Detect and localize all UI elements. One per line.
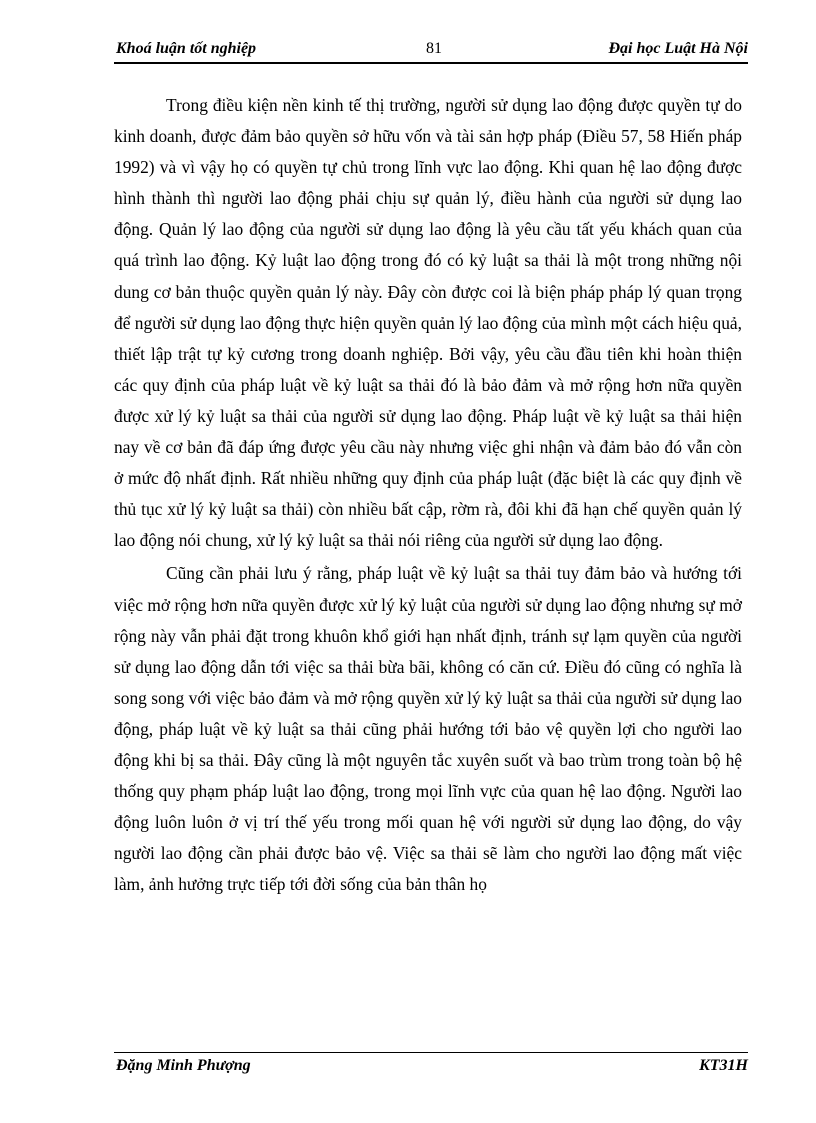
page-header: [114, 38, 748, 64]
page-footer: [114, 1052, 748, 1074]
paragraph-1: Trong điều kiện nền kinh tế thị trường, người sử dụng lao động được quyền tự do kinh doanh, được đảm bảo quyền sở hữu vốn và tài sản hợp pháp (Điều 57, 58 Hiến pháp 1992) và vì vậy họ có quyền tự chủ trong lĩnh vực lao động. Khi quan hệ lao động được hình thành thì người lao động phải chịu sự quản lý, điều hành của người sử dụng lao động. Quản lý lao động của người sử dụng lao động là yêu cầu tất yếu khách quan của quá trình lao động. Kỷ luật lao động trong đó có kỷ luật sa thải là một trong những nội dung cơ bản thuộc quyền quản lý này. Đây còn được coi là biện pháp pháp lý quan trọng để người sử dụng lao động thực hiện quyền quản lý lao động của mình một cách hiệu quả, thiết lập trật tự kỷ cương trong doanh nghiệp. Bởi vậy, yêu cầu đầu tiên khi hoàn thiện các quy định của pháp luật về kỷ luật sa thải đó là bảo đảm và mở rộng hơn nữa quyền được xử lý kỷ luật sa thải của người sử dụng lao động. Pháp luật về kỷ luật sa thải hiện nay về cơ bản đã đáp ứng được yêu cầu này nhưng việc ghi nhận và đảm bảo đó vẫn còn ở mức độ nhất định. Rất nhiều những quy định của pháp luật (đặc biệt là các quy định về thủ tục xử lý kỷ luật sa thải) còn nhiều bất cập, rờm rà, đôi khi đã hạn chế quyền quản lý lao động nói chung, xử lý kỷ luật sa thải nói riêng của người sử dụng lao động.: [114, 95, 742, 551]
header-thesis-title: Khoá luận tốt nghiệp: [116, 40, 257, 57]
page-number: 81: [426, 40, 442, 57]
header-university: Đại học Luật Hà Nội: [608, 40, 748, 57]
paragraph-2: Cũng cần phải lưu ý rằng, pháp luật về kỷ luật sa thải tuy đảm bảo và hướng tới việc mở rộng hơn nữa quyền được xử lý kỷ luật của người sử dụng lao động nhưng sự mở rộng này vẫn phải đặt trong khuôn khổ giới hạn nhất định, tránh sự lạm quyền của người sử dụng lao động dẫn tới việc sa thải bừa bãi, không có căn cứ. Điều đó cũng có nghĩa là song song với việc bảo đảm và mở rộng quyền xử lý kỷ luật sa thải của người sử dụng lao động, pháp luật về kỷ luật sa thải cũng phải hướng tới bảo vệ quyền lợi cho người lao động khi bị sa thải. Đây cũng là một nguyên tắc xuyên suốt và bao trùm trong toàn bộ hệ thống quy phạm pháp luật lao động, trong mọi lĩnh vực của quan hệ lao động. Người lao động luôn luôn ở vị trí thế yếu trong mối quan hệ với người sử dụng lao động, do vậy người lao động cần phải được bảo vệ. Việc sa thải sẽ làm cho người lao động mất việc làm, ảnh hưởng trực tiếp tới đời sống của bản thân họ: [114, 563, 742, 895]
body-text: [114, 90, 742, 900]
footer-class-code: KT31H: [699, 1057, 748, 1074]
footer-author: Đặng Minh Phượng: [116, 1057, 251, 1074]
